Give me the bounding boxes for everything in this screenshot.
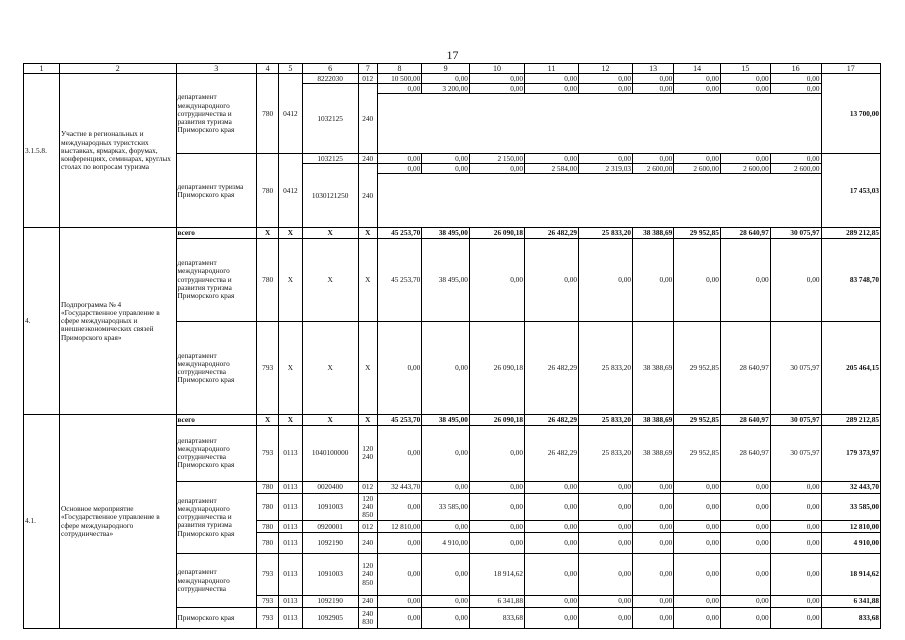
value-cell: 0,00: [674, 154, 721, 164]
value-cell: 25 833,20: [579, 425, 633, 481]
vr-cell: [358, 494, 377, 521]
rz-cell: 0113: [279, 425, 302, 481]
value-cell: 0,00: [469, 74, 524, 84]
value-cell: 0,00: [469, 83, 524, 93]
value-cell: 0,00: [377, 321, 421, 414]
value-cell: 28 640,97: [720, 321, 770, 414]
csr-cell: 1092905: [302, 608, 358, 629]
value-cell: 0,00: [720, 238, 770, 321]
value-cell: 45 253,70: [377, 238, 421, 321]
value-cell: 0,00: [770, 74, 821, 84]
value-cell: 0,00: [674, 595, 721, 607]
value-cell: 0,00: [633, 520, 674, 532]
value-cell: 0,00: [469, 425, 524, 481]
rz-cell: 0412: [279, 74, 302, 154]
value-cell: 12 810,00: [821, 520, 880, 532]
value-cell: 0,00: [770, 520, 821, 532]
value-cell: 205 464,15: [821, 321, 880, 414]
value-cell: 0,00: [524, 481, 578, 493]
executor-cell: департамент международного сотрудничества Приморского края: [176, 425, 257, 481]
value-cell: 0,00: [720, 494, 770, 521]
vr-code: 850: [362, 577, 374, 587]
value-cell: 0,00: [524, 608, 578, 629]
value-cell: 2 600,00: [674, 164, 721, 174]
csr-cell: 1091003: [302, 494, 358, 521]
value-cell: 0,00: [422, 74, 470, 84]
column-header: 4: [257, 64, 279, 74]
column-header: 10: [469, 64, 524, 74]
value-cell: 0,00: [377, 608, 421, 629]
value-cell: 0,00: [524, 154, 578, 164]
value-cell: 0,00: [770, 238, 821, 321]
value-cell: 0,00: [720, 154, 770, 164]
value-cell: 179 373,97: [821, 425, 880, 481]
value-cell: 28 640,97: [720, 415, 770, 425]
value-cell: 0,00: [579, 154, 633, 164]
value-cell: 12 810,00: [377, 520, 421, 532]
vr-code: 240: [362, 452, 374, 462]
value-cell: 0,00: [469, 533, 524, 554]
column-header: 16: [770, 64, 821, 74]
value-cell: 0,00: [770, 494, 821, 521]
value-cell: 0,00: [720, 74, 770, 84]
column-header: 6: [302, 64, 358, 74]
vr-code: 240: [362, 569, 374, 579]
item-name: Участие в региональных и международных туристских выставках, ярмарках, форумах, конференциях, семинарах, круглых столах по вопросам туризма: [60, 74, 177, 228]
value-cell: 0,00: [377, 425, 421, 481]
column-header: 15: [720, 64, 770, 74]
vr-cell: [358, 554, 377, 596]
value-cell: 45 253,70: [377, 228, 421, 238]
vr-code: 240: [362, 608, 374, 618]
value-cell: 29 952,85: [674, 415, 721, 425]
value-cell: 0,00: [524, 554, 578, 596]
value-cell: 0,00: [579, 554, 633, 596]
value-cell: 0,00: [633, 595, 674, 607]
vr-cell: 240: [358, 164, 377, 228]
value-cell: 18 914,62: [821, 554, 880, 596]
column-header: 3: [176, 64, 257, 74]
value-cell: 30 075,97: [770, 228, 821, 238]
column-header: 14: [674, 64, 721, 74]
value-cell: 0,00: [770, 608, 821, 629]
value-cell: 0,00: [674, 481, 721, 493]
value-cell: 0,00: [579, 533, 633, 554]
grbs-cell: 780: [257, 520, 279, 532]
value-cell: 0,00: [422, 520, 470, 532]
vr-code: 120: [362, 443, 374, 453]
table-row: [24, 228, 881, 238]
value-cell: 26 482,29: [524, 321, 578, 414]
value-cell: 26 090,18: [469, 228, 524, 238]
value-cell: 28 640,97: [720, 425, 770, 481]
value-cell: 0,00: [579, 83, 633, 93]
grbs-cell: 780: [257, 154, 279, 228]
value-cell: 0,00: [633, 494, 674, 521]
value-cell: 0,00: [377, 595, 421, 607]
value-cell: 0,00: [422, 554, 470, 596]
column-header: 13: [633, 64, 674, 74]
x-cell: X: [358, 415, 377, 425]
x-cell: X: [279, 321, 302, 414]
value-cell: 0,00: [633, 238, 674, 321]
value-cell: 0,00: [720, 608, 770, 629]
value-cell: 0,00: [674, 83, 721, 93]
value-cell: 29 952,85: [674, 228, 721, 238]
value-cell: 0,00: [674, 554, 721, 596]
value-cell: 25 833,20: [579, 228, 633, 238]
x-cell: X: [358, 228, 377, 238]
value-cell: 0,00: [633, 74, 674, 84]
value-cell: 38 388,69: [633, 425, 674, 481]
value-cell: 0,00: [422, 481, 470, 493]
value-cell: 0,00: [469, 494, 524, 521]
value-cell: 0,00: [579, 595, 633, 607]
value-cell: 0,00: [422, 608, 470, 629]
value-cell: 4 910,00: [821, 533, 880, 554]
value-cell: 0,00: [770, 554, 821, 596]
vr-cell: [358, 533, 377, 554]
table-row: [24, 74, 881, 84]
x-cell: X: [279, 238, 302, 321]
rz-cell: 0113: [279, 481, 302, 493]
value-cell: 0,00: [524, 533, 578, 554]
value-cell: 0,00: [633, 481, 674, 493]
grbs-cell: 780: [257, 533, 279, 554]
value-cell: 32 443,70: [821, 481, 880, 493]
value-cell: 0,00: [720, 520, 770, 532]
value-cell: 25 833,20: [579, 415, 633, 425]
grbs-cell: 780: [257, 238, 279, 321]
all-label: всего: [176, 415, 257, 425]
value-cell: 0,00: [422, 154, 470, 164]
value-cell: 0,00: [770, 83, 821, 93]
value-cell: 2 584,00: [524, 164, 578, 174]
vr-cell: [358, 425, 377, 481]
value-cell: 0,00: [377, 494, 421, 521]
vr-code: 120: [362, 493, 374, 503]
value-cell: 0,00: [770, 595, 821, 607]
value-cell: 2 600,00: [720, 164, 770, 174]
value-cell: 26 482,29: [524, 228, 578, 238]
value-cell: 6 341,88: [469, 595, 524, 607]
value-cell: 0,00: [720, 595, 770, 607]
value-cell: 26 090,18: [469, 415, 524, 425]
csr-cell: 1092190: [302, 533, 358, 554]
vr-code: 850: [362, 510, 374, 520]
vr-code: 012: [362, 482, 374, 492]
vr-cell: [358, 520, 377, 532]
value-cell: 0,00: [674, 238, 721, 321]
value-cell: 0,00: [422, 321, 470, 414]
value-cell: 0,00: [579, 238, 633, 321]
value-cell: 0,00: [633, 154, 674, 164]
rz-cell: 0113: [279, 494, 302, 521]
vr-cell: 240: [358, 154, 377, 164]
value-cell: 45 253,70: [377, 415, 421, 425]
all-label: всего: [176, 228, 257, 238]
item-name: Основное мероприятие «Государственное управление в сфере международного сотрудничества»: [60, 415, 177, 629]
column-header: 2: [60, 64, 177, 74]
value-cell: 0,00: [579, 608, 633, 629]
value-cell: 29 952,85: [674, 425, 721, 481]
value-cell: 0,00: [524, 494, 578, 521]
value-cell: 38 388,69: [633, 321, 674, 414]
vr-cell: [358, 595, 377, 607]
value-cell: 0,00: [770, 481, 821, 493]
value-cell: 2 150,00: [469, 154, 524, 164]
x-cell: X: [358, 238, 377, 321]
table-row: [24, 415, 881, 425]
grbs-cell: 780: [257, 494, 279, 521]
grbs-cell: 793: [257, 425, 279, 481]
rz-cell: 0113: [279, 595, 302, 607]
x-cell: X: [302, 415, 358, 425]
value-cell: 2 600,00: [633, 164, 674, 174]
grbs-cell: 793: [257, 554, 279, 596]
value-cell: 83 748,70: [821, 238, 880, 321]
csr-cell: 1091003: [302, 554, 358, 596]
value-cell: 30 075,97: [770, 415, 821, 425]
x-cell: X: [257, 228, 279, 238]
vr-code: 240: [362, 501, 374, 511]
rz-cell: 0113: [279, 608, 302, 629]
value-cell: 833,68: [469, 608, 524, 629]
vr-code: 240: [362, 538, 374, 548]
value-cell: 0,00: [422, 164, 470, 174]
value-cell: 28 640,97: [720, 228, 770, 238]
executor-cell: департамент международного сотрудничества и развития туризма Приморского края: [176, 238, 257, 321]
column-header: 9: [422, 64, 470, 74]
vr-cell: [358, 608, 377, 629]
budget-table: [23, 63, 881, 629]
value-cell: 0,00: [579, 481, 633, 493]
value-cell: 0,00: [377, 83, 421, 93]
x-cell: X: [257, 415, 279, 425]
value-cell: 29 952,85: [674, 321, 721, 414]
value-cell: 38 388,69: [633, 228, 674, 238]
value-cell: 0,00: [469, 164, 524, 174]
value-cell: 38 495,00: [422, 228, 470, 238]
vr-cell: 240: [358, 83, 377, 154]
value-cell: 0,00: [377, 154, 421, 164]
value-cell: 0,00: [633, 83, 674, 93]
value-cell: 0,00: [524, 595, 578, 607]
value-cell: 0,00: [633, 608, 674, 629]
x-cell: X: [302, 238, 358, 321]
page-number: 17: [446, 48, 459, 62]
value-cell: 289 212,85: [821, 415, 880, 425]
value-cell: 0,00: [524, 520, 578, 532]
value-cell: 0,00: [674, 494, 721, 521]
value-cell: 38 495,00: [422, 415, 470, 425]
grbs-cell: 793: [257, 321, 279, 414]
value-cell: 38 388,69: [633, 415, 674, 425]
vr-cell: 012: [358, 74, 377, 84]
value-cell: 0,00: [579, 520, 633, 532]
value-cell: 0,00: [674, 533, 721, 554]
grbs-cell: 780: [257, 74, 279, 154]
x-cell: X: [302, 321, 358, 414]
value-cell: 26 090,18: [469, 321, 524, 414]
column-header: 11: [524, 64, 578, 74]
vr-cell: [358, 481, 377, 493]
value-cell: 0,00: [770, 533, 821, 554]
csr-cell: 8222030: [302, 74, 358, 84]
csr-cell: 1040100000: [302, 425, 358, 481]
total-cell: 13 700,00: [821, 74, 880, 154]
value-cell: 10 500,00: [377, 74, 421, 84]
value-cell: 0,00: [720, 83, 770, 93]
csr-cell: 1032125: [302, 83, 358, 154]
value-cell: 6 341,88: [821, 595, 880, 607]
item-number: 4.: [24, 228, 60, 415]
value-cell: 26 482,29: [524, 415, 578, 425]
value-cell: 0,00: [720, 481, 770, 493]
item-number: 4.1.: [24, 415, 60, 629]
x-cell: X: [279, 415, 302, 425]
csr-cell: 1092190: [302, 595, 358, 607]
grbs-cell: 793: [257, 608, 279, 629]
value-cell: 3 200,00: [422, 83, 470, 93]
value-cell: 0,00: [633, 554, 674, 596]
executor-cell: департамент туризма Приморского края: [176, 154, 257, 228]
executor-cell: департамент международного сотрудничества и развития туризма Приморского края: [176, 481, 257, 554]
value-cell: 0,00: [524, 83, 578, 93]
csr-cell: 1032125: [302, 154, 358, 164]
vr-code: 830: [362, 617, 374, 627]
column-header: 7: [358, 64, 377, 74]
value-cell: 0,00: [524, 238, 578, 321]
value-cell: 0,00: [377, 554, 421, 596]
x-cell: X: [358, 321, 377, 414]
value-cell: 30 075,97: [770, 425, 821, 481]
column-header-row: [24, 64, 881, 74]
vr-code: 240: [362, 596, 374, 606]
value-cell: 2 319,03: [579, 164, 633, 174]
value-cell: 0,00: [469, 520, 524, 532]
executor-cell: департамент международного сотрудничества и развития туризма Приморского края: [176, 74, 257, 154]
value-cell: 38 495,00: [422, 238, 470, 321]
executor-cell: департамент международного сотрудничества: [176, 554, 257, 608]
column-header: 5: [279, 64, 302, 74]
vr-code: 120: [362, 561, 374, 571]
value-cell: 32 443,70: [377, 481, 421, 493]
value-cell: 833,68: [821, 608, 880, 629]
value-cell: 0,00: [674, 74, 721, 84]
value-cell: 0,00: [422, 425, 470, 481]
value-cell: 30 075,97: [770, 321, 821, 414]
value-cell: 0,00: [377, 164, 421, 174]
executor-cell: Приморского края: [176, 608, 257, 629]
column-header: 8: [377, 64, 421, 74]
total-cell: 17 453,03: [821, 154, 880, 228]
rz-cell: 0113: [279, 533, 302, 554]
value-cell: 0,00: [422, 595, 470, 607]
value-cell: 0,00: [377, 533, 421, 554]
csr-cell: 0920001: [302, 520, 358, 532]
grbs-cell: 780: [257, 481, 279, 493]
value-cell: 2 600,00: [770, 164, 821, 174]
value-cell: 289 212,85: [821, 228, 880, 238]
rz-cell: 0113: [279, 554, 302, 596]
value-cell: 0,00: [720, 533, 770, 554]
column-header: 12: [579, 64, 633, 74]
value-cell: 26 482,29: [524, 425, 578, 481]
item-name: Подпрограмма № 4 «Государственное управление в сфере международных и внешнеэкономических связей Приморского края»: [60, 228, 177, 415]
value-cell: 0,00: [674, 608, 721, 629]
value-cell: 33 585,00: [422, 494, 470, 521]
value-cell: 0,00: [633, 533, 674, 554]
csr-cell: 0020400: [302, 481, 358, 493]
vr-code: 012: [362, 521, 374, 531]
value-cell: 33 585,00: [821, 494, 880, 521]
grbs-cell: 793: [257, 595, 279, 607]
value-cell: 4 910,00: [422, 533, 470, 554]
value-cell: 0,00: [720, 554, 770, 596]
value-cell: 0,00: [579, 494, 633, 521]
value-cell: 0,00: [469, 481, 524, 493]
column-header: 1: [24, 64, 60, 74]
column-header: 17: [821, 64, 880, 74]
value-cell: 0,00: [524, 74, 578, 84]
rz-cell: 0113: [279, 520, 302, 532]
item-number: 3.1.5.8.: [24, 74, 60, 228]
value-cell: 18 914,62: [469, 554, 524, 596]
rz-cell: 0412: [279, 154, 302, 228]
executor-cell: департамент международного сотрудничества Приморского края: [176, 321, 257, 414]
value-cell: 0,00: [579, 74, 633, 84]
value-cell: 25 833,20: [579, 321, 633, 414]
x-cell: X: [302, 228, 358, 238]
value-cell: 0,00: [770, 154, 821, 164]
value-cell: 0,00: [674, 520, 721, 532]
x-cell: X: [279, 228, 302, 238]
value-cell: 0,00: [469, 238, 524, 321]
csr-cell: 1030121250: [302, 164, 358, 228]
